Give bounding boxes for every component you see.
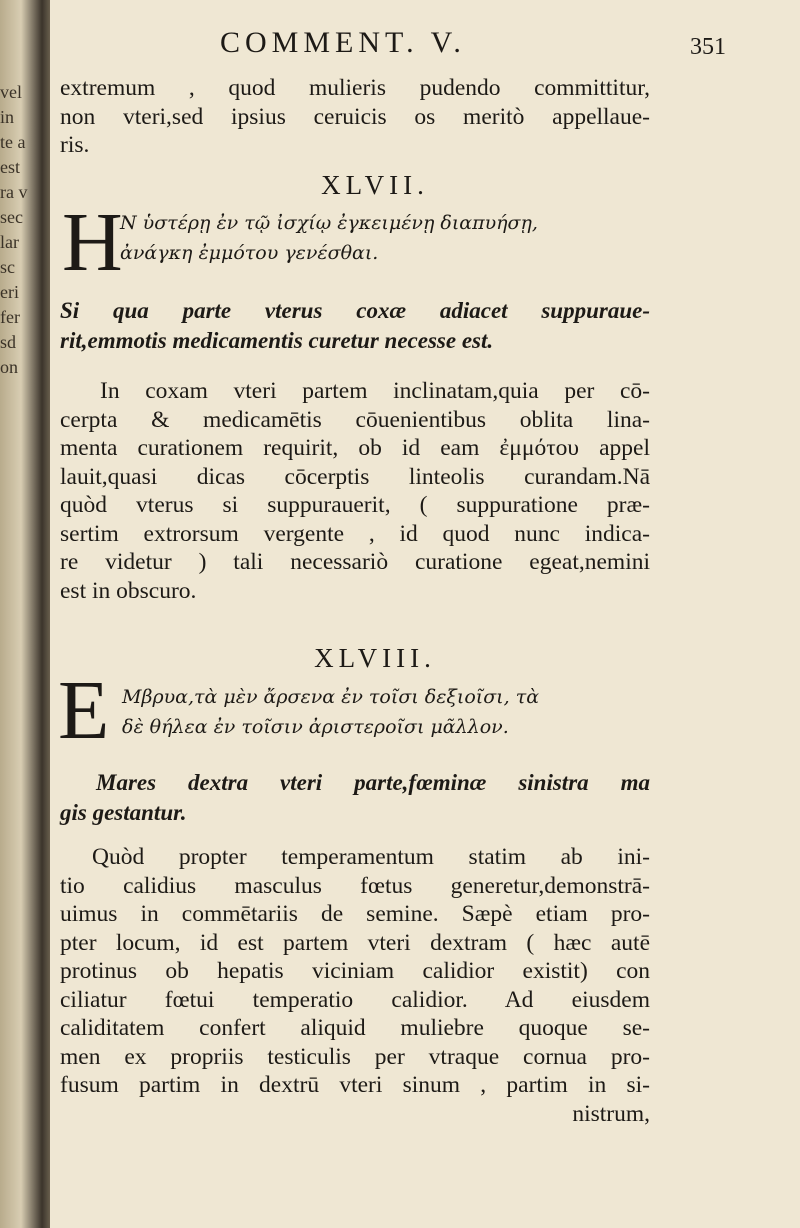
text-line: pter locum, id est partem vteri dextram ( hæc autē (60, 929, 650, 956)
margin-fragment: fer (0, 307, 20, 327)
text-line: cerpta & medicamētis cōuenientibus oblita lina- (60, 406, 650, 433)
text-line: fusum partim in dextrū vteri sinum , partim in si- (60, 1072, 650, 1098)
text-line: est in obscuro. (60, 577, 197, 604)
page-number: 351 (690, 34, 726, 60)
facing-page-margin-text (0, 80, 40, 380)
text-line: menta curationem requirit, ob id eam ἐμμότου appel (60, 435, 650, 461)
greek-line: δὲ θήλεα ἐν τοῖσιν ἀριστεροῖσι μᾶλλον. (122, 716, 509, 738)
text-line: protinus ob hepatis viciniam calidior existit) con (60, 958, 650, 984)
book-page (50, 0, 800, 1228)
latin-line: rit,emmotis medicamentis curetur necesse est. (60, 328, 494, 353)
drop-cap: E (58, 664, 110, 757)
margin-fragment: eri (0, 282, 19, 302)
margin-fragment: est (0, 157, 20, 177)
latin-translation (60, 768, 650, 828)
margin-fragment: ra v (0, 182, 28, 202)
running-header (220, 26, 726, 66)
greek-aphorism (122, 682, 662, 742)
text-line: re videtur ) tali necessariò curatione egeat,nemini (60, 549, 650, 575)
margin-fragment: lar (0, 232, 19, 252)
margin-fragment: on (0, 357, 18, 377)
greek-aphorism (120, 208, 660, 268)
text-line: nistrum, (572, 1100, 650, 1127)
text-line: tio calidius masculus fœtus generetur,demonstrā- (60, 872, 650, 899)
latin-line: Si qua parte vterus coxæ adiacet suppuraue- (60, 298, 650, 323)
latin-line: gis gestantur. (60, 800, 187, 825)
margin-fragment: te a (0, 132, 26, 152)
text-line: non vteri,sed ipsius ceruicis os meritò appellaue- (60, 103, 650, 130)
text-line: caliditatem confert aliquid muliebre quoque se- (60, 1015, 650, 1041)
text-line: quòd vterus si suppurauerit, ( suppuratione præ- (60, 492, 650, 518)
text-line: sertim extrorsum vergente , id quod nunc indica- (60, 520, 650, 547)
text-line: In coxam vteri partem inclinatam,quia per cō- (100, 378, 650, 404)
text-line: Quòd propter temperamentum statim ab ini- (92, 844, 650, 870)
text-line: uimus in commētariis de semine. Sæpè etiam pro- (60, 901, 650, 927)
drop-cap: H (62, 196, 123, 289)
intro-paragraph (60, 74, 650, 160)
text-line: lauit,quasi dicas cōcerptis linteolis curandam.Nā (60, 463, 650, 490)
running-title: COMMENT. V. (220, 26, 466, 59)
text-line: ciliatur fœtui temperatio calidior. Ad eiusdem (60, 986, 650, 1013)
greek-line: Μβρυα,τὰ μὲν ἄρσενα ἐν τοῖσι δεξιοῖσι, τὰ (122, 686, 540, 708)
margin-fragment: sec (0, 207, 23, 227)
aphorism-number: XLVIII. (314, 643, 436, 673)
text-line: men ex propriis testiculis per vtraque cornua pro- (60, 1043, 650, 1070)
latin-translation (60, 296, 650, 356)
greek-line: Ν ὑστέρῃ ἐν τῷ ἰσχίῳ ἐγκειμένῃ διαπυήσῃ, (120, 212, 538, 234)
text-line: ris. (60, 132, 90, 158)
margin-fragment: in (0, 107, 15, 127)
text-line: extremum , quod mulieris pudendo committitur, (60, 75, 650, 101)
greek-line: ἀνάγκη ἐμμότου γενέσθαι. (120, 242, 379, 264)
margin-fragment: vel (0, 82, 22, 102)
commentary-paragraph (60, 377, 650, 605)
aphorism-number: XLVII. (321, 170, 429, 200)
commentary-paragraph (60, 843, 650, 1128)
margin-fragment: sc (0, 257, 15, 277)
margin-fragment: sd (0, 332, 17, 352)
latin-line: Mares dextra vteri parte,fœminæ sinistra ma (96, 770, 650, 795)
